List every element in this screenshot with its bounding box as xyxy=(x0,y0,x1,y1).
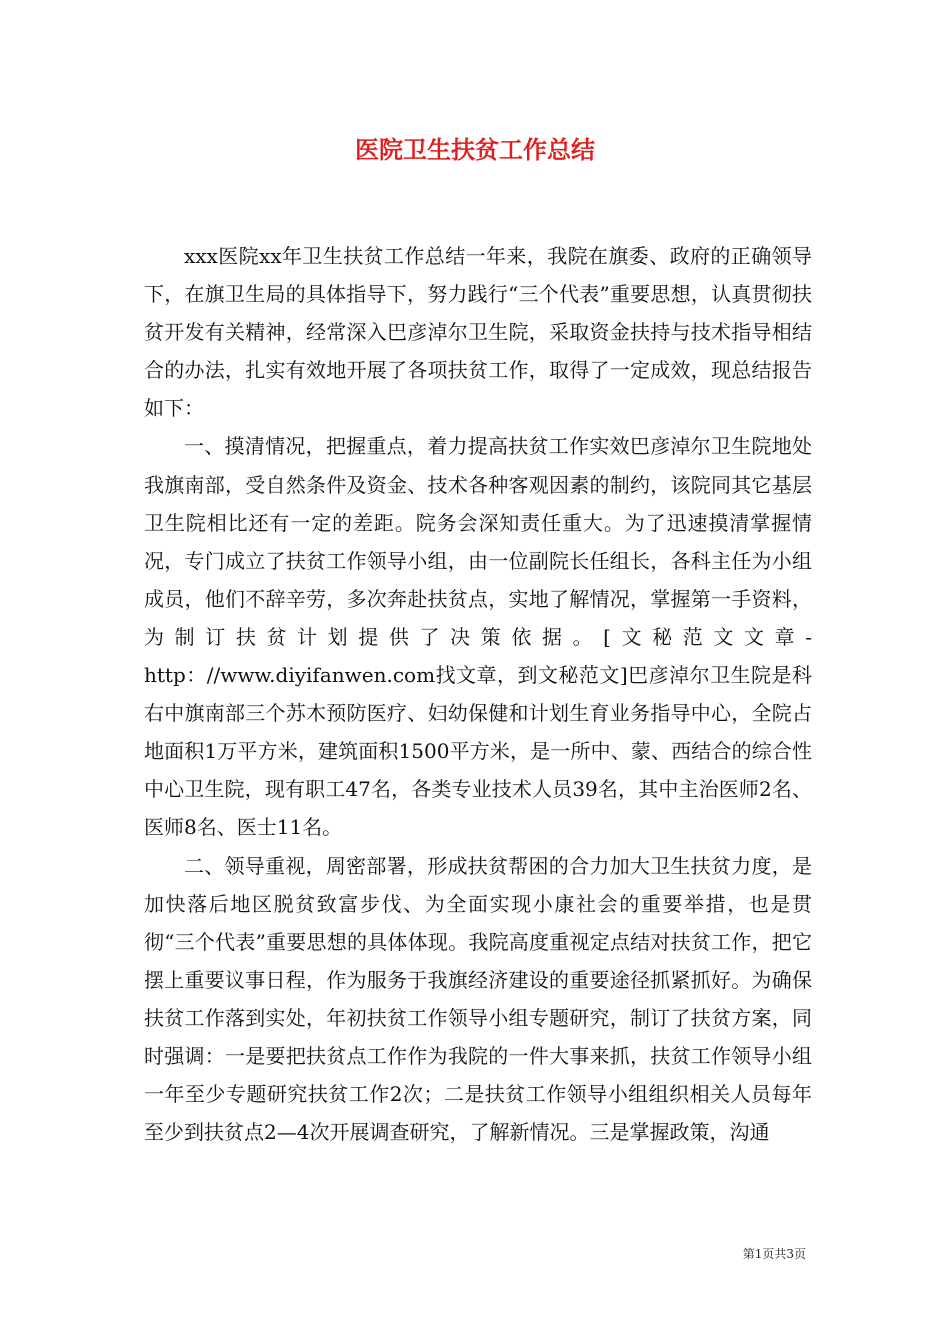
document-body xyxy=(144,237,812,1151)
document-title: 医院卫生扶贫工作总结 xyxy=(355,135,595,164)
paragraph-section-2: 二、领导重视，周密部署，形成扶贫帮困的合力加大卫生扶贫力度，是加快落后地区脱贫致富步伐、为全面实现小康社会的重要举措，也是贯彻“三个代表”重要思想的具体体现。我院高度重视定点结对扶贫工作，把它摆上重要议事日程，作为服务于我旗经济建设的重要途径抓紧抓好。为确保扶贫工作落到实处，年初扶贫工作领导小组专题研究，制订了扶贫方案，同时强调：一是要把扶贫点工作作为我院的一件大事来抓，扶贫工作领导小组一年至少专题研究扶贫工作2次；二是扶贫工作领导小组组织相关人员每年至少到扶贫点2—4次开展调查研究，了解新情况。三是掌握政策，沟通 xyxy=(144,853,812,1145)
paragraph-section-1: 一、摸清情况，把握重点，着力提高扶贫工作实效巴彦淖尔卫生院地处我旗南部，受自然条件及资金、技术各种客观因素的制约，该院同其它基层卫生院相比还有一定的差距。院务会深知责任重大。为了迅速摸清掌握情况，专门成立了扶贫工作领导小组，由一位副院长任组长，各科主任为小组成员，他们不辞辛劳，多次奔赴扶贫点，实地了解情况，掌握第一手资料，为制订扶贫计划提供了决策依据。[文秘范文文章-http：//www.diyifanwen.com找文章，到文秘范文]巴彦淖尔卫生院是科右中旗南部三个苏木预防医疗、妇幼保健和计划生育业务指导中心，全院占地面积1万平方米，建筑面积1500平方米，是一所中、蒙、西结合的综合性中心卫生院，现有职工47名，各类专业技术人员39名，其中主治医师2名、医师8名、医士11名。 xyxy=(144,434,812,840)
page-number: 第1页共3页 xyxy=(742,1247,806,1261)
paragraph-intro: xxx医院xx年卫生扶贫工作总结一年来，我院在旗委、政府的正确领导下，在旗卫生局的具体指导下，努力践行“三个代表”重要思想，认真贯彻扶贫开发有关精神，经常深入巴彦淖尔卫生院，采取资金扶持与技术指导相结合的办法，扎实有效地开展了各项扶贫工作，取得了一定成效，现总结报告如下： xyxy=(144,244,812,421)
